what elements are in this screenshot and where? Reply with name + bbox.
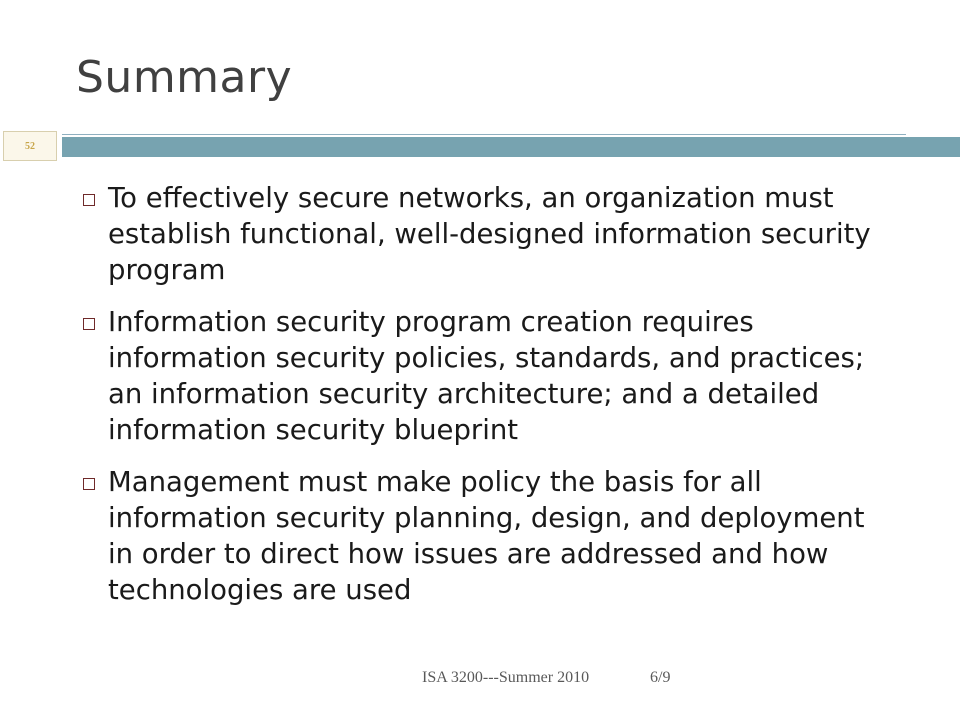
bullet-list xyxy=(76,180,896,624)
slide-number: 52 xyxy=(25,141,35,152)
footer-date: 6/9 xyxy=(650,669,671,686)
bullet-text: To effectively secure networks, an organization must establish functional, well-designed information security program xyxy=(108,182,871,286)
title-divider-line xyxy=(62,134,906,135)
bullet-item xyxy=(76,180,896,288)
bullet-text: Information security program creation requires information security policies, standards, and practices; an information security architecture; and a detailed information security blueprint xyxy=(108,306,865,446)
title-accent-bar xyxy=(62,137,960,157)
bullet-text: Management must make policy the basis for all information security planning, design, and deployment in order to direct how issues are addressed and how technologies are used xyxy=(108,466,865,606)
bullet-item xyxy=(76,464,896,608)
footer-course: ISA 3200---Summer 2010 xyxy=(422,669,590,686)
square-bullet-icon xyxy=(83,318,95,330)
square-bullet-icon xyxy=(83,194,95,206)
bullet-item xyxy=(76,304,896,448)
slide-title: Summary xyxy=(76,52,293,103)
square-bullet-icon xyxy=(83,478,95,490)
